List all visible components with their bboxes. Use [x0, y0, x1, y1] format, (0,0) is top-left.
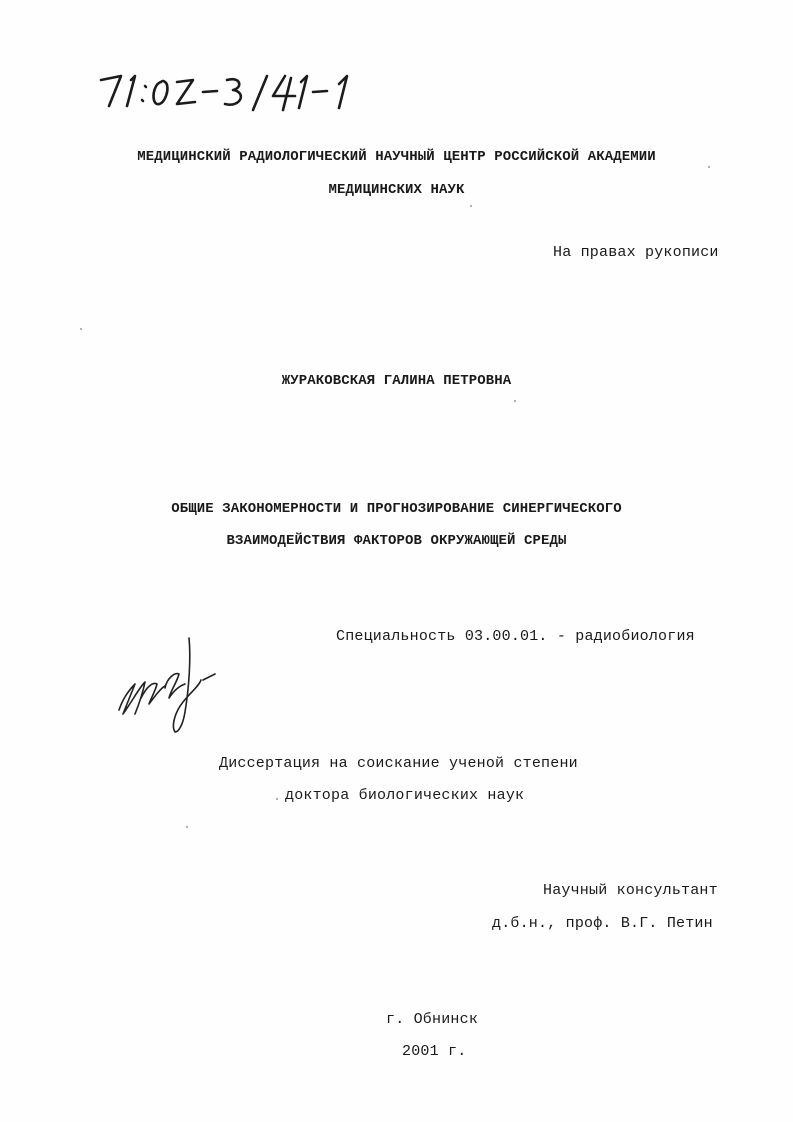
- dissertation-title-line-1: ОБЩИЕ ЗАКОНОМЕРНОСТИ И ПРОГНОЗИРОВАНИЕ СИНЕРГИЧЕСКОГО: [171, 501, 622, 517]
- scan-speck: [708, 166, 710, 168]
- scan-speck: [514, 400, 516, 402]
- scan-speck: [80, 328, 82, 330]
- consultant-label: Научный консультант: [543, 882, 718, 899]
- dissertation-title-line-2: ВЗАИМОДЕЙСТВИЯ ФАКТОРОВ ОКРУЖАЮЩЕЙ СРЕДЫ: [226, 533, 567, 549]
- degree-line-1: Диссертация на соискание ученой степени: [219, 755, 578, 772]
- specialty: Специальность 03.00.01. - радиобиология: [336, 628, 695, 645]
- city: г. Обнинск: [386, 1011, 479, 1028]
- scan-speck: [186, 826, 188, 828]
- scan-speck: [276, 798, 278, 800]
- scan-speck: [470, 205, 472, 207]
- handwritten-archive-number: [95, 62, 395, 122]
- institution-line-2: МЕДИЦИНСКИХ НАУК: [328, 182, 465, 198]
- institution-line-1: МЕДИЦИНСКИЙ РАДИОЛОГИЧЕСКИЙ НАУЧНЫЙ ЦЕНТР РОССИЙСКОЙ АКАДЕМИИ: [137, 149, 656, 165]
- year: 2001 г.: [402, 1043, 467, 1060]
- author-name: ЖУРАКОВСКАЯ ГАЛИНА ПЕТРОВНА: [281, 373, 512, 389]
- degree-line-2: доктора биологических наук: [285, 787, 525, 804]
- author-signature: [105, 628, 225, 738]
- manuscript-note: На правах рукописи: [553, 244, 719, 261]
- consultant-name: д.б.н., проф. В.Г. Петин: [492, 915, 713, 932]
